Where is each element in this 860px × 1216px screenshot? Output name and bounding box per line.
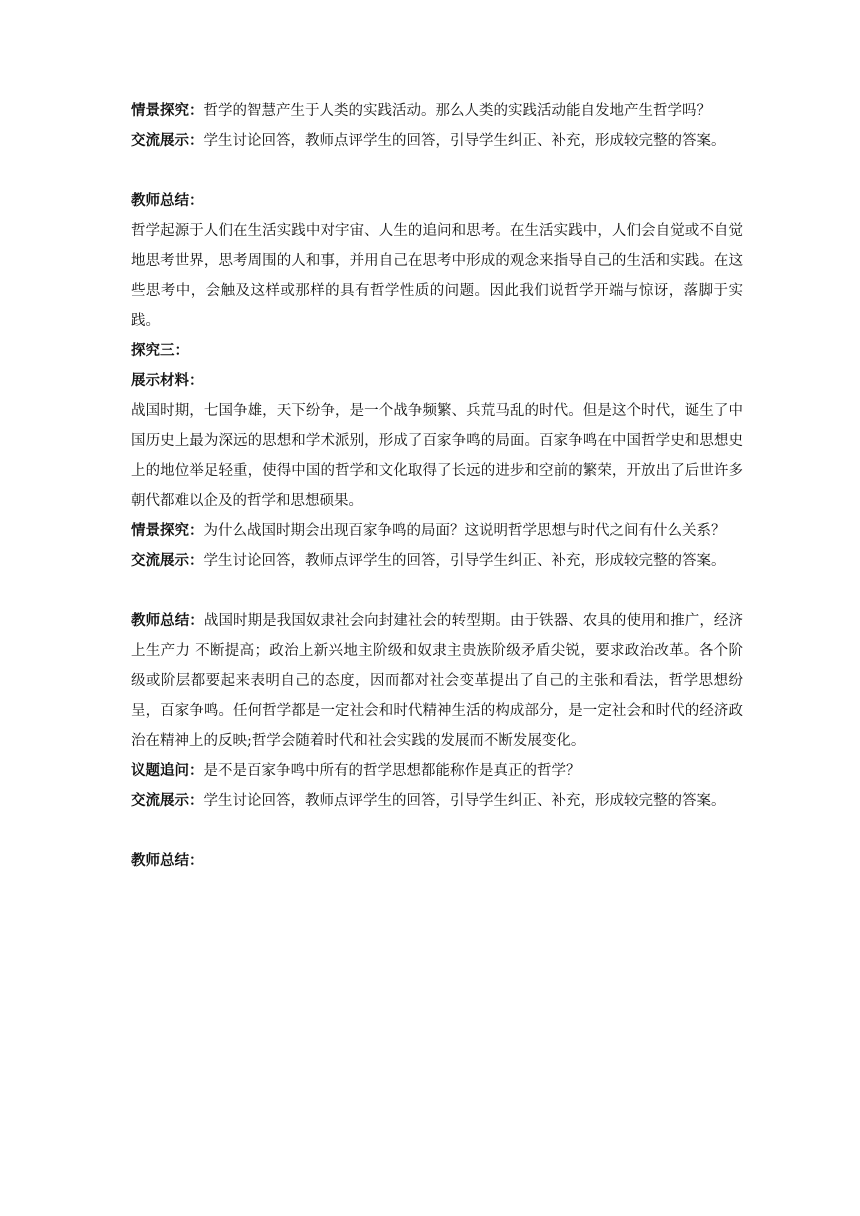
paragraph-show-material	[131, 366, 743, 396]
paragraph-text: 学生讨论回答，教师点评学生的回答，引导学生纠正、补充，形成较完整的答案。	[203, 133, 726, 149]
paragraph-scenario-inquiry-1	[131, 96, 743, 126]
paragraph-scenario-inquiry-2	[131, 516, 743, 546]
label-teacher-summary: 教师总结：	[131, 853, 204, 869]
paragraph-exchange-2	[131, 546, 743, 576]
paragraph-material-body	[131, 396, 743, 516]
paragraph-exchange-1	[131, 126, 743, 156]
paragraph-text: 哲学的智慧产生于人类的实践活动。那么人类的实践活动能自发地产生哲学吗？	[203, 103, 711, 119]
blank-line	[131, 576, 743, 606]
paragraph-text: 为什么战国时期会出现百家争鸣的局面？这说明哲学思想与时代之间有什么关系？	[203, 523, 726, 539]
label-topic-followup: 议题追问：	[131, 763, 204, 779]
paragraph-text: 学生讨论回答，教师点评学生的回答，引导学生纠正、补充，形成较完整的答案。	[203, 553, 726, 569]
paragraph-text: 战国时期，七国争雄，天下纷争，是一个战争频繁、兵荒马乱的时代。但是这个时代，诞生了中国历史上最为深远的思想和学术派别，形成了百家争鸣的局面。百家争鸣在中国哲学史和思想史上的地位举足轻重，使得中国的哲学和文化取得了长远的进步和空前的繁荣，开放出了后世许多朝代都难以企及的哲学和思想硕果。	[131, 403, 743, 509]
blank-line	[131, 156, 743, 186]
paragraph-text: 是不是百家争鸣中所有的哲学思想都能称作是真正的哲学？	[203, 763, 581, 779]
label-show-material: 展示材料：	[131, 373, 204, 389]
paragraph-topic-followup	[131, 756, 743, 786]
document-body	[131, 96, 743, 876]
paragraph-summary-body-1	[131, 216, 743, 336]
label-exchange: 交流展示：	[131, 133, 204, 149]
paragraph-text: 学生讨论回答，教师点评学生的回答，引导学生纠正、补充，形成较完整的答案。	[203, 793, 726, 809]
label-scenario-inquiry: 情景探究：	[131, 523, 204, 539]
blank-line	[131, 816, 743, 846]
label-exchange: 交流展示：	[131, 793, 204, 809]
paragraph-inquiry-three	[131, 336, 743, 366]
label-teacher-summary: 教师总结：	[131, 613, 204, 629]
label-inquiry-three: 探究三：	[131, 343, 189, 359]
paragraph-exchange-3	[131, 786, 743, 816]
paragraph-text: 战国时期是我国奴隶社会向封建社会的转型期。由于铁器、农具的使用和推广，经济上生产力 不断提高；政治上新兴地主阶级和奴隶主贵族阶级矛盾尖锐，要求政治改革。各个阶级或阶层都要起来表明自己的态度，因而都对社会变革提出了自己的主张和看法，哲学思想纷呈，百家争鸣。任何哲学都是一定社会和时代精神生活的构成部分，是一定社会和时代的经济政治在精神上的反映;哲学会随着时代和社会实践的发展而不断发展变化。	[131, 613, 744, 749]
paragraph-text: 哲学起源于人们在生活实践中对宇宙、人生的追问和思考。在生活实践中，人们会自觉或不自觉地思考世界，思考周围的人和事，并用自己在思考中形成的观念来指导自己的生活和实践。在这些思考中，会触及这样或那样的具有哲学性质的问题。因此我们说哲学开端与惊讶，落脚于实践。	[131, 223, 743, 329]
label-exchange: 交流展示：	[131, 553, 204, 569]
paragraph-teacher-summary-2	[131, 606, 743, 756]
label-scenario-inquiry: 情景探究：	[131, 103, 204, 119]
paragraph-teacher-summary-1	[131, 186, 743, 216]
label-teacher-summary: 教师总结：	[131, 193, 204, 209]
paragraph-teacher-summary-3	[131, 846, 743, 876]
